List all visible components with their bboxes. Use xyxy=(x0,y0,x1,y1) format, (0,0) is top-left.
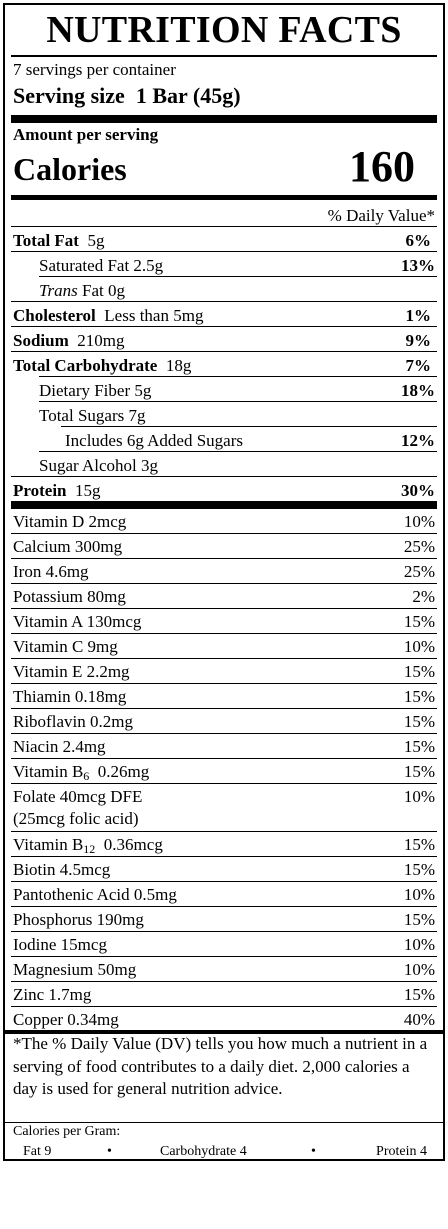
divider xyxy=(11,226,437,227)
divider xyxy=(11,476,437,477)
cholesterol-label: Cholesterol xyxy=(13,306,96,325)
calcium-dv: 25% xyxy=(403,537,435,556)
vitamin-b12-amount: 0.36mcg xyxy=(95,835,163,854)
calories-per-gram-label: Calories per Gram: xyxy=(13,1124,121,1139)
calcium-label: Calcium 300mg xyxy=(13,537,123,556)
folate-dv: 10% xyxy=(403,787,435,806)
magnesium-dv: 10% xyxy=(403,960,435,979)
calories-label: Calories xyxy=(13,151,127,187)
row-protein xyxy=(13,480,101,502)
protein-dv: 30% xyxy=(401,481,435,500)
sugar-alcohol-label: Sugar Alcohol 3g xyxy=(39,456,158,475)
saturated-fat-dv: 13% xyxy=(401,256,435,275)
vitamin-d-dv: 10% xyxy=(403,512,435,531)
vitamin-b6-amount: 0.26mg xyxy=(89,762,150,781)
divider xyxy=(11,251,437,252)
divider xyxy=(11,1006,437,1007)
divider xyxy=(11,881,437,882)
divider xyxy=(11,301,437,302)
divider xyxy=(11,351,437,352)
divider xyxy=(11,708,437,709)
biotin-label: Biotin 4.5mcg xyxy=(13,860,111,879)
sodium-amount: 210mg xyxy=(77,331,125,350)
iron-dv: 25% xyxy=(403,562,435,581)
divider xyxy=(11,981,437,982)
divider-thick xyxy=(11,115,437,123)
divider xyxy=(11,683,437,684)
divider xyxy=(11,931,437,932)
divider xyxy=(39,401,437,402)
divider-thick xyxy=(11,501,437,509)
iodine-dv: 10% xyxy=(403,935,435,954)
divider xyxy=(11,558,437,559)
cholesterol-amount: Less than 5mg xyxy=(104,306,204,325)
row-sodium xyxy=(13,330,124,352)
potassium-dv: 2% xyxy=(412,587,435,606)
total-carbohydrate-amount: 18g xyxy=(165,356,192,375)
divider xyxy=(39,451,437,452)
biotin-dv: 15% xyxy=(403,860,435,879)
bullet-separator: • xyxy=(311,1144,316,1159)
vitamin-a-dv: 15% xyxy=(403,612,435,631)
divider xyxy=(39,276,437,277)
iron-label: Iron 4.6mg xyxy=(13,562,89,581)
added-sugars-dv: 12% xyxy=(401,431,435,450)
trans-fat-label xyxy=(39,280,125,302)
total-carbohydrate-dv: 7% xyxy=(405,356,431,375)
row-total-fat xyxy=(13,230,104,252)
magnesium-label: Magnesium 50mg xyxy=(13,960,137,979)
divider-thick xyxy=(11,195,437,200)
divider xyxy=(11,633,437,634)
divider xyxy=(11,906,437,907)
vitamin-c-label: Vitamin C 9mg xyxy=(13,637,118,656)
copper-label: Copper 0.34mg xyxy=(13,1010,119,1029)
divider xyxy=(11,733,437,734)
protein-label: Protein xyxy=(13,481,67,500)
niacin-dv: 15% xyxy=(403,737,435,756)
riboflavin-label: Riboflavin 0.2mg xyxy=(13,712,133,731)
phosphorus-label: Phosphorus 190mg xyxy=(13,910,144,929)
divider xyxy=(11,856,437,857)
vitamin-d-label: Vitamin D 2mcg xyxy=(13,512,127,531)
calories-value: 160 xyxy=(349,142,415,191)
total-carbohydrate-label: Total Carbohydrate xyxy=(13,356,158,375)
phosphorus-dv: 15% xyxy=(403,910,435,929)
divider xyxy=(11,55,437,57)
nutrition-facts-panel xyxy=(3,3,445,1161)
vitamin-b6-name: Vitamin B xyxy=(13,762,84,781)
serving-size-label: Serving size xyxy=(13,83,125,108)
row-cholesterol xyxy=(13,305,203,327)
sodium-label: Sodium xyxy=(13,331,69,350)
niacin-label: Niacin 2.4mg xyxy=(13,737,106,756)
total-fat-amount: 5g xyxy=(87,231,105,250)
vitamin-e-label: Vitamin E 2.2mg xyxy=(13,662,130,681)
servings-per-container: 7 servings per container xyxy=(13,60,176,79)
divider xyxy=(11,658,437,659)
divider xyxy=(11,533,437,534)
daily-value-footnote: *The % Daily Value (DV) tells you how much a nutrient in a serving of food contributes to a daily diet. 2,000 calories a day is used for general nutrition advice. xyxy=(13,1034,428,1098)
copper-dv: 40% xyxy=(403,1010,435,1029)
calories-per-gram-protein: Protein 4 xyxy=(376,1144,427,1159)
cholesterol-dv: 1% xyxy=(405,306,431,325)
vitamin-b6-subscript: 6 xyxy=(83,769,90,783)
serving-size xyxy=(13,82,241,110)
iodine-label: Iodine 15mcg xyxy=(13,935,107,954)
row-total-carbohydrate xyxy=(13,355,191,377)
total-fat-label: Total Fat xyxy=(13,231,79,250)
thiamin-label: Thiamin 0.18mg xyxy=(13,687,127,706)
divider xyxy=(11,583,437,584)
protein-amount: 15g xyxy=(75,481,101,500)
vitamin-c-dv: 10% xyxy=(403,637,435,656)
calories-per-gram-fat: Fat 9 xyxy=(23,1144,52,1159)
bullet-separator: • xyxy=(107,1144,112,1159)
divider xyxy=(11,783,437,784)
amount-per-serving: Amount per serving xyxy=(13,125,159,144)
serving-size-value: 1 Bar (45g) xyxy=(135,83,241,108)
vitamin-b12-name: Vitamin B xyxy=(13,835,84,854)
trans-fat-rest: Fat 0g xyxy=(82,281,125,300)
sodium-dv: 9% xyxy=(405,331,431,350)
divider xyxy=(11,608,437,609)
dietary-fiber-label: Dietary Fiber 5g xyxy=(39,381,152,400)
vitamin-a-label: Vitamin A 130mcg xyxy=(13,612,142,631)
divider xyxy=(11,956,437,957)
thiamin-dv: 15% xyxy=(403,687,435,706)
divider xyxy=(11,831,437,832)
trans-italic: Trans xyxy=(39,281,78,300)
vitamin-b12-subscript: 12 xyxy=(83,842,96,856)
dietary-fiber-dv: 18% xyxy=(401,381,435,400)
vitamin-e-dv: 15% xyxy=(403,662,435,681)
zinc-label: Zinc 1.7mg xyxy=(13,985,92,1004)
calories-per-gram-carbohydrate: Carbohydrate 4 xyxy=(160,1144,247,1159)
label-title: NUTRITION FACTS xyxy=(46,9,402,51)
vitamin-b12-dv: 15% xyxy=(403,835,435,854)
potassium-label: Potassium 80mg xyxy=(13,587,126,606)
divider xyxy=(11,326,437,327)
divider xyxy=(11,758,437,759)
divider xyxy=(61,426,437,427)
pantothenic-acid-label: Pantothenic Acid 0.5mg xyxy=(13,885,177,904)
added-sugars-label: Includes 6g Added Sugars xyxy=(65,431,244,450)
folate-label: Folate 40mcg DFE xyxy=(13,787,143,806)
divider xyxy=(39,376,437,377)
saturated-fat-label: Saturated Fat 2.5g xyxy=(39,256,164,275)
riboflavin-dv: 15% xyxy=(403,712,435,731)
total-fat-dv: 6% xyxy=(405,231,431,250)
vitamin-b6-dv: 15% xyxy=(403,762,435,781)
daily-value-header: % Daily Value* xyxy=(327,206,435,225)
zinc-dv: 15% xyxy=(403,985,435,1004)
pantothenic-acid-dv: 10% xyxy=(403,885,435,904)
total-sugars-label: Total Sugars 7g xyxy=(39,406,146,425)
folate-label-line2: (25mcg folic acid) xyxy=(13,809,139,828)
